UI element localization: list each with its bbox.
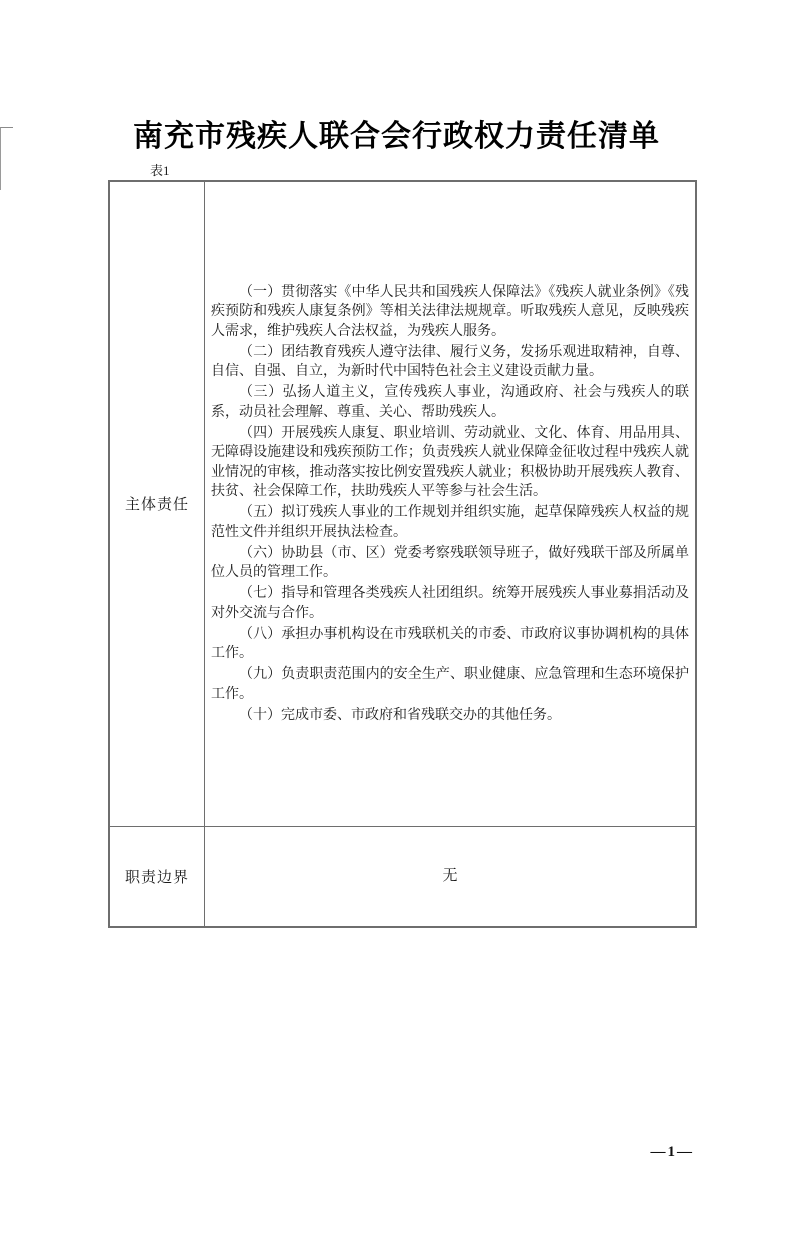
row-header-main-duty: 主体责任	[109, 181, 205, 826]
duty-item-10: （十）完成市委、市政府和省残联交办的其他任务。	[239, 707, 561, 723]
table-row-boundary	[109, 826, 696, 927]
duty-item-7: （七）指导和管理各类残疾人社团组织。统筹开展残疾人事业募捐活动及对外交流与合作。	[211, 586, 689, 621]
duty-item-4: （四）开展残疾人康复、职业培训、劳动就业、文化、体育、用品用具、无障碍设施建设和残疾预防工作；负责残疾人就业保障金征收过程中残疾人就业情况的审核，推动落实按比例安置残疾人就业；积极协助开展残疾人教育、扶贫、社会保障工作，扶助残疾人平等参与社会生活。	[211, 425, 689, 499]
duty-item-5: （五）拟订残疾人事业的工作规划并组织实施，起草保障残疾人权益的规范性文件并组织开展执法检查。	[211, 505, 689, 540]
duty-item-2: （二）团结教育残疾人遵守法律、履行义务，发扬乐观进取精神，自尊、自信、自强、自立，为新时代中国特色社会主义建设贡献力量。	[211, 344, 689, 379]
table-label: 表1	[150, 163, 170, 178]
table-row-main-duty	[109, 181, 696, 826]
duty-item-3: （三）弘扬人道主义，宣传残疾人事业，沟通政府、社会与残疾人的联系，动员社会理解、尊重、关心、帮助残疾人。	[211, 385, 689, 420]
document-title: 南充市残疾人联合会行政权力责任清单	[133, 120, 660, 153]
document-page	[0, 118, 793, 1240]
duty-item-8: （八）承担办事机构设在市残联机关的市委、市政府议事协调机构的具体工作。	[211, 626, 689, 661]
duty-item-6: （六）协助县（市、区）党委考察残联领导班子，做好残联干部及所属单位人员的管理工作。	[211, 545, 689, 580]
duty-item-9: （九）负责职责范围内的安全生产、职业健康、应急管理和生态环境保护工作。	[211, 667, 689, 702]
page-number: —1—	[650, 1144, 694, 1160]
duty-item-1: （一）贯彻落实《中华人民共和国残疾人保障法》《残疾人就业条例》《残疾预防和残疾人康复条例》等相关法律法规规章。听取残疾人意见，反映残疾人需求，维护残疾人合法权益，为残疾人服务。	[211, 284, 689, 339]
responsibility-table	[108, 180, 697, 928]
scan-artifact	[0, 127, 13, 190]
main-duty-content-cell	[205, 181, 697, 826]
boundary-value-cell: 无	[205, 826, 697, 927]
row-header-boundary: 职责边界	[109, 826, 205, 927]
